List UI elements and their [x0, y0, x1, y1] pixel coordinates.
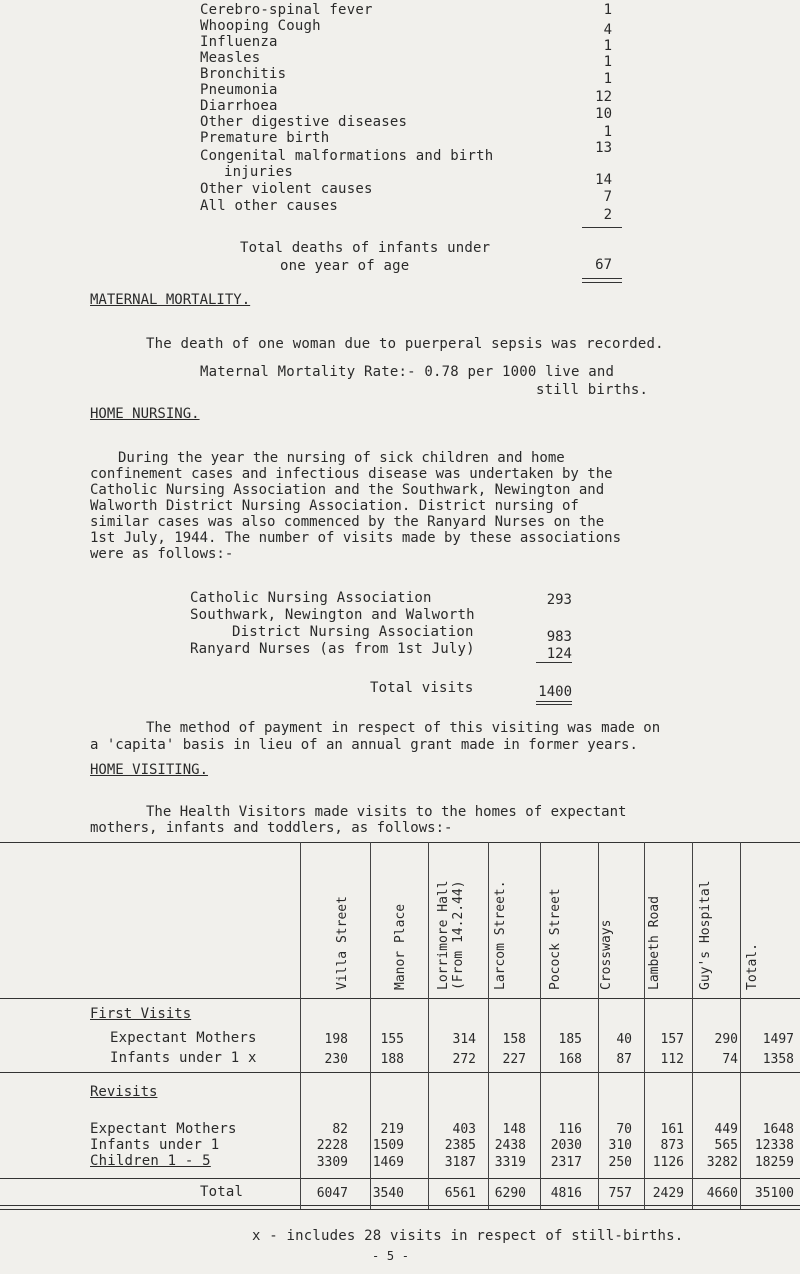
table-cell: 403	[452, 1122, 476, 1137]
table-cell: 1509	[372, 1138, 404, 1153]
cause-value: 2	[603, 207, 612, 223]
paragraph-line: 1st July, 1944. The number of visits made by these associations	[90, 530, 622, 546]
cause-label: Other digestive diseases	[200, 114, 408, 130]
table-cell: 3282	[706, 1155, 738, 1170]
cause-label: Measles	[200, 50, 261, 66]
column-divider	[428, 842, 429, 1209]
total-visits-value: 1400	[538, 684, 572, 700]
table-cell: 198	[324, 1032, 348, 1047]
table-cell: 12338	[754, 1138, 794, 1153]
cause-value: 10	[595, 106, 612, 122]
row-label-total: Total	[200, 1184, 244, 1200]
table-cell: 3187	[444, 1155, 476, 1170]
nursing-assoc-value: 293	[546, 592, 572, 608]
column-header-lambeth-road: Lambeth Road	[647, 896, 662, 990]
table-cell: 1648	[762, 1122, 794, 1137]
row-label: Infants under 1	[90, 1137, 220, 1153]
total-visits-label: Total visits	[370, 680, 474, 696]
column-header-lorrimore-date: (From 14.2.44)	[451, 880, 466, 990]
double-rule	[536, 701, 572, 702]
cause-value: 13	[595, 140, 612, 156]
table-cell: 2317	[550, 1155, 582, 1170]
paragraph-line: Catholic Nursing Association and the Southwark, Newington and	[90, 482, 605, 498]
table-cell: 1358	[762, 1052, 794, 1067]
paragraph-line: During the year the nursing of sick children and home	[118, 450, 565, 466]
double-rule	[536, 704, 572, 705]
column-header-crossways: Crossways	[599, 919, 614, 990]
footnote: x - includes 28 visits in respect of still-births.	[252, 1228, 684, 1244]
table-cell: 35100	[754, 1186, 794, 1201]
table-bottom-rule	[0, 1209, 800, 1210]
table-cell: 873	[660, 1138, 684, 1153]
page-number: - 5 -	[372, 1249, 410, 1263]
revisits-heading: Revisits	[90, 1084, 158, 1100]
cause-value: 4	[603, 22, 612, 38]
paragraph-line: were as follows:-	[90, 546, 234, 562]
table-cell: 116	[558, 1122, 582, 1137]
nursing-assoc-label: District Nursing Association	[232, 624, 474, 640]
table-cell: 565	[714, 1138, 738, 1153]
table-cell: 449	[714, 1122, 738, 1137]
column-divider	[488, 842, 489, 1209]
table-cell: 310	[608, 1138, 632, 1153]
nursing-assoc-label: Ranyard Nurses (as from 1st July)	[190, 641, 475, 657]
table-cell: 82	[332, 1122, 348, 1137]
row-label: Infants under 1 x	[110, 1050, 257, 1066]
sum-rule	[536, 662, 572, 663]
cause-value: 12	[595, 89, 612, 105]
cause-label: Congenital malformations and birth	[200, 148, 494, 164]
column-header-villa-street: Villa Street	[335, 896, 350, 990]
cause-label: Diarrhoea	[200, 98, 278, 114]
table-cell: 2438	[494, 1138, 526, 1153]
cause-label: Other violent causes	[200, 181, 373, 197]
column-divider	[644, 842, 645, 1209]
column-divider	[740, 842, 741, 1209]
column-divider	[300, 842, 301, 1209]
cause-label: Premature birth	[200, 130, 330, 146]
table-cell: 3319	[494, 1155, 526, 1170]
column-header-guys-hospital: Guy's Hospital	[698, 880, 713, 990]
table-cell: 219	[380, 1122, 404, 1137]
cause-label: All other causes	[200, 198, 339, 214]
column-header-pocock-street: Pocock Street	[548, 888, 563, 990]
table-cell: 2228	[316, 1138, 348, 1153]
infant-total-label: Total deaths of infants under	[240, 240, 491, 256]
table-header-rule	[0, 998, 800, 999]
table-cell: 2030	[550, 1138, 582, 1153]
row-label: Expectant Mothers	[110, 1030, 257, 1046]
table-cell: 2429	[652, 1186, 684, 1201]
cause-value: 1	[603, 54, 612, 70]
cause-label: Whooping Cough	[200, 18, 321, 34]
column-divider	[540, 842, 541, 1209]
sum-rule	[582, 227, 622, 228]
maternal-rate: still births.	[536, 382, 649, 398]
section-heading-home-visiting: HOME VISITING.	[90, 762, 209, 778]
column-header-lorrimore-hall: Lorrimore Hall	[436, 880, 451, 990]
table-cell: 70	[616, 1122, 632, 1137]
column-divider	[370, 842, 371, 1209]
table-cell: 6561	[444, 1186, 476, 1201]
infant-total-value: 67	[595, 257, 612, 273]
nursing-assoc-value: 983	[546, 629, 572, 645]
cause-label: Influenza	[200, 34, 278, 50]
table-cell: 3540	[372, 1186, 404, 1201]
table-cell: 230	[324, 1052, 348, 1067]
table-bottom-rule	[0, 1205, 800, 1206]
table-cell: 4660	[706, 1186, 738, 1201]
table-cell: 161	[660, 1122, 684, 1137]
table-cell: 112	[660, 1052, 684, 1067]
visiting-intro: The Health Visitors made visits to the homes of expectant	[146, 804, 627, 820]
nursing-assoc-value: 124	[546, 646, 572, 662]
table-cell: 74	[722, 1052, 738, 1067]
double-rule	[582, 278, 622, 279]
table-cell: 290	[714, 1032, 738, 1047]
table-cell: 18259	[754, 1155, 794, 1170]
table-cell: 1469	[372, 1155, 404, 1170]
payment-text: The method of payment in respect of this visiting was made on	[146, 720, 661, 736]
cause-label: Cerebro-spinal fever	[200, 2, 373, 18]
payment-text: a 'capita' basis in lieu of an annual grant made in former years.	[90, 737, 638, 753]
infant-total-label: one year of age	[280, 258, 410, 274]
column-header-total: Total.	[745, 943, 760, 990]
table-cell: 6290	[494, 1186, 526, 1201]
table-cell: 314	[452, 1032, 476, 1047]
double-rule	[582, 282, 622, 283]
column-divider	[598, 842, 599, 1209]
table-top-rule	[0, 842, 800, 843]
table-cell: 188	[380, 1052, 404, 1067]
column-header-larcom-street: Larcom Street.	[493, 880, 508, 990]
cause-value: 7	[603, 189, 612, 205]
maternal-text: The death of one woman due to puerperal sepsis was recorded.	[146, 336, 664, 352]
table-cell: 158	[502, 1032, 526, 1047]
table-cell: 4816	[550, 1186, 582, 1201]
table-cell: 185	[558, 1032, 582, 1047]
table-cell: 148	[502, 1122, 526, 1137]
cause-value: 14	[595, 172, 612, 188]
cause-value: 1	[603, 71, 612, 87]
table-cell: 250	[608, 1155, 632, 1170]
cause-label: Pneumonia	[200, 82, 278, 98]
table-cell: 157	[660, 1032, 684, 1047]
table-cell: 6047	[316, 1186, 348, 1201]
cause-value: 1	[603, 2, 612, 18]
first-visits-heading: First Visits	[90, 1006, 192, 1022]
cause-value: 1	[603, 124, 612, 140]
column-divider	[692, 842, 693, 1209]
table-cell: 227	[502, 1052, 526, 1067]
table-cell: 155	[380, 1032, 404, 1047]
column-header-manor-place: Manor Place	[393, 903, 408, 990]
visiting-intro: mothers, infants and toddlers, as follows:-	[90, 820, 453, 836]
maternal-rate: Maternal Mortality Rate:- 0.78 per 1000 live and	[200, 364, 615, 380]
paragraph-line: confinement cases and infectious disease was undertaken by the	[90, 466, 613, 482]
cause-label: Bronchitis	[200, 66, 287, 82]
cause-label: injuries	[224, 164, 294, 180]
section-heading-maternal: MATERNAL MORTALITY.	[90, 292, 251, 308]
table-cell: 757	[608, 1186, 632, 1201]
row-label: Children 1 - 5	[90, 1153, 211, 1169]
section-heading-home-nursing: HOME NURSING.	[90, 406, 200, 422]
cause-value: 1	[603, 38, 612, 54]
table-cell: 2385	[444, 1138, 476, 1153]
table-cell: 1497	[762, 1032, 794, 1047]
table-section-rule	[0, 1178, 800, 1179]
nursing-assoc-label: Catholic Nursing Association	[190, 590, 432, 606]
paragraph-line: similar cases was also commenced by the Ranyard Nurses on the	[90, 514, 605, 530]
table-cell: 40	[616, 1032, 632, 1047]
row-label: Expectant Mothers	[90, 1121, 237, 1137]
paragraph-line: Walworth District Nursing Association. District nursing of	[90, 498, 579, 514]
table-cell: 168	[558, 1052, 582, 1067]
table-cell: 1126	[652, 1155, 684, 1170]
table-cell: 87	[616, 1052, 632, 1067]
table-section-rule	[0, 1072, 800, 1073]
table-cell: 3309	[316, 1155, 348, 1170]
table-cell: 272	[452, 1052, 476, 1067]
nursing-assoc-label: Southwark, Newington and Walworth	[190, 607, 475, 623]
